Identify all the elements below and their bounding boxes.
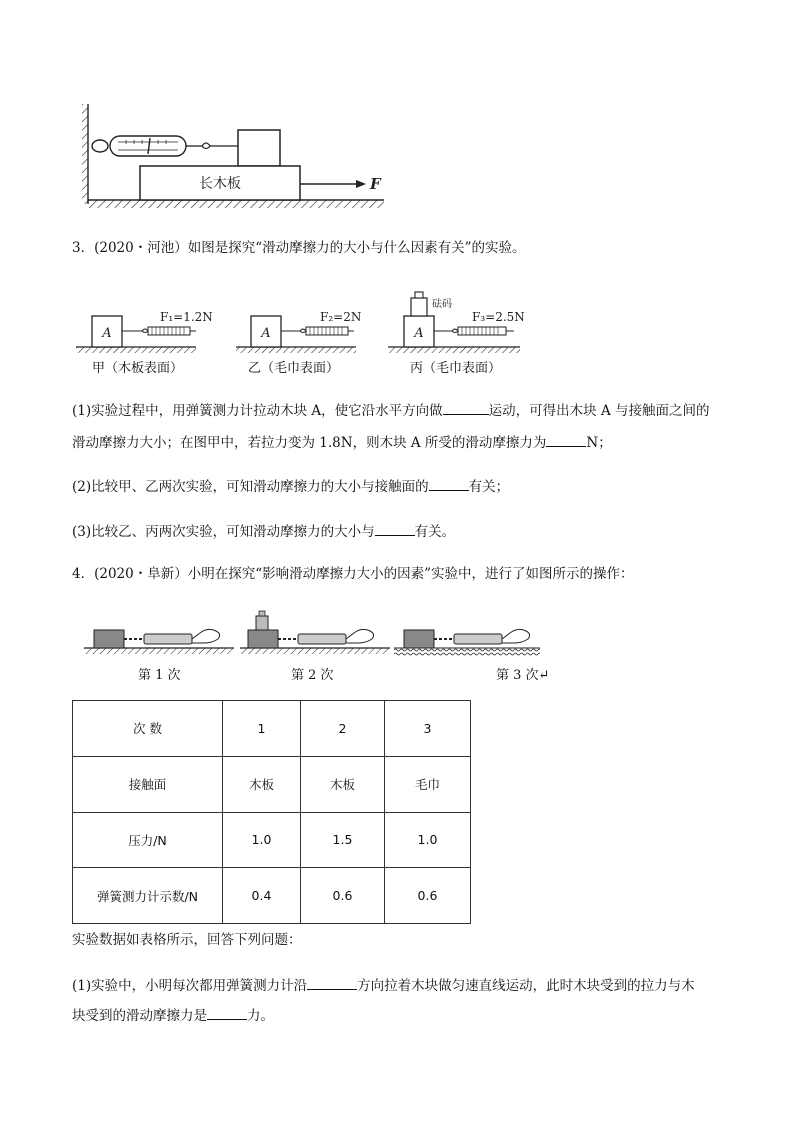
caption-trial-2: 第 2 次 — [291, 668, 334, 683]
q4-part1-line1: (1)实验中，小明每次都用弹簧测力计沿 方向拉着木块做匀速直线运动，此时木块受到的拉力与木 — [72, 975, 695, 996]
board-label: 长木板 — [199, 176, 241, 192]
q3-part2: (2)比较甲、乙两次实验，可知滑动摩擦力的大小与接触面的 有关； — [72, 476, 509, 497]
weight-label: 砝码 — [432, 299, 452, 310]
table-row: 接触面 木板 木板 毛巾 — [73, 756, 471, 812]
caption-trial-1: 第 1 次 — [138, 668, 181, 683]
experiment-bing — [388, 292, 525, 353]
caption-trial-3: 第 3 次↵ — [496, 668, 550, 683]
spring-scale-icon — [298, 634, 346, 644]
figure-q4-experiments — [82, 608, 542, 660]
force-f2: F₂=2N — [320, 310, 362, 324]
q4-stem: 4．(2020・阜新）小明在探究“影响滑动摩擦力大小的因素”实验中，进行了如图所示的操作： — [72, 566, 634, 582]
q3-stem: 3．(2020・河池）如图是探究“滑动摩擦力的大小与什么因素有关”的实验。 — [72, 240, 526, 256]
block — [238, 130, 280, 166]
svg-text:A: A — [261, 326, 271, 341]
weight-icon — [411, 298, 427, 316]
hand-icon — [502, 629, 530, 643]
hand-icon — [346, 629, 374, 643]
force-f3: F₃=2.5N — [472, 310, 525, 324]
svg-text:A: A — [414, 326, 424, 341]
spring-scale-icon — [92, 136, 238, 156]
q3-part1-line2: 滑动摩擦力大小；在图甲中，若拉力变为 1.8N，则木块 A 所受的滑动摩擦力为 N； — [72, 432, 612, 453]
table-row: 弹簧测力计示数/N 0.4 0.6 0.6 — [73, 868, 471, 924]
data-table — [72, 700, 471, 924]
arrow-icon — [356, 180, 366, 188]
ground — [88, 200, 384, 208]
spring-scale-icon — [454, 634, 502, 644]
table-row: 压力/N 1.0 1.5 1.0 — [73, 812, 471, 868]
caption-yi: 乙（毛巾表面） — [248, 361, 340, 376]
answer-blank[interactable] — [307, 975, 357, 990]
figure-long-board-experiment — [78, 100, 398, 215]
experiment-jia — [76, 310, 213, 353]
svg-text:A: A — [102, 326, 112, 341]
answer-blank[interactable] — [443, 400, 489, 415]
answer-blank[interactable] — [546, 432, 586, 447]
q4-after-table: 实验数据如表格所示，回答下列问题： — [72, 932, 302, 948]
answer-blank[interactable] — [207, 1005, 247, 1020]
q4-part1-line2: 块受到的滑动摩擦力是 力。 — [72, 1005, 274, 1026]
spring-scale-icon — [144, 634, 192, 644]
force-f1: F₁=1.2N — [160, 310, 213, 324]
weight-icon — [256, 616, 268, 630]
force-label: F — [370, 175, 381, 193]
caption-jia: 甲（木板表面） — [92, 361, 184, 376]
answer-blank[interactable] — [375, 521, 415, 536]
figure-q3-experiments — [70, 283, 525, 358]
experiment-yi — [236, 310, 361, 353]
answer-blank[interactable] — [429, 476, 469, 491]
table-row: 次 数 1 2 3 — [73, 701, 471, 757]
trial-1 — [84, 629, 234, 654]
q3-part3: (3)比较乙、丙两次实验，可知滑动摩擦力的大小与 有关。 — [72, 521, 455, 542]
caption-bing: 丙（毛巾表面） — [410, 361, 502, 376]
hand-icon — [192, 629, 220, 643]
wall — [82, 104, 88, 204]
trial-2 — [240, 611, 390, 654]
trial-3 — [394, 629, 540, 656]
q3-part1-line1: (1)实验过程中，用弹簧测力计拉动木块 A，使它沿水平方向做 运动，可得出木块 A 与接触面之间的 — [72, 400, 710, 421]
